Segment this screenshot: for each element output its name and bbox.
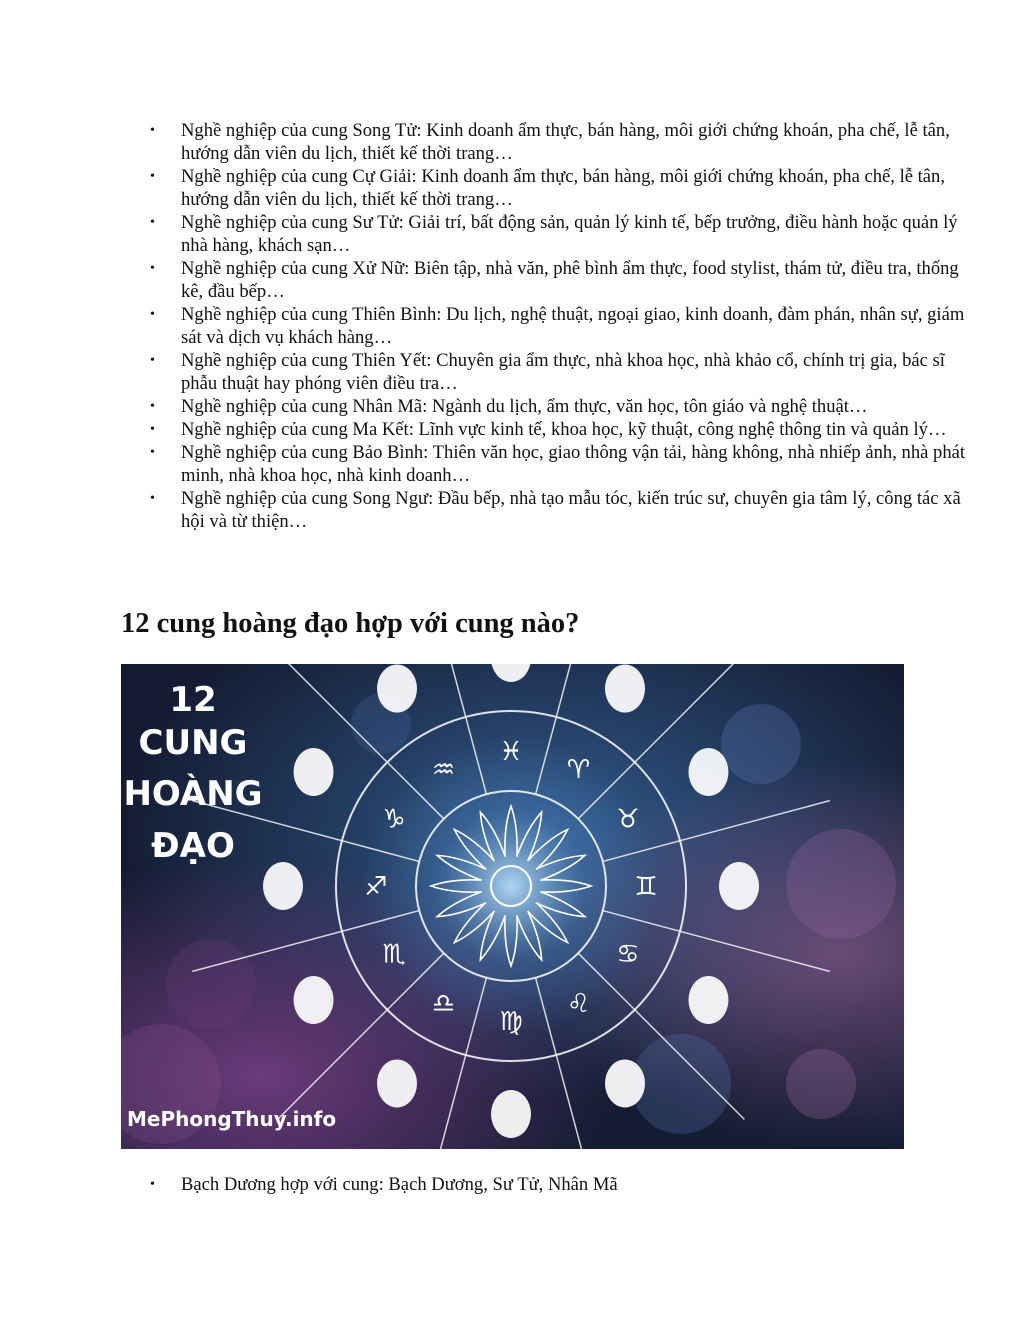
zodiac-symbol: ♐	[364, 872, 388, 902]
image-title-line: 12	[169, 680, 217, 720]
section-heading: 12 cung hoàng đạo hợp với cung nào?	[121, 608, 580, 639]
image-title-line: CUNG	[138, 723, 248, 763]
list-item	[150, 395, 971, 418]
zodiac-symbol: ♏	[382, 939, 406, 970]
list-item	[150, 1173, 971, 1196]
list-item	[150, 441, 971, 487]
constellation-figure	[688, 748, 728, 796]
zodiac-wheel-image	[121, 664, 904, 1149]
list-item-text: Nghề nghiệp của cung Thiên Yết: Chuyên gia ẩm thực, nhà khoa học, nhà khảo cổ, chính trị gia, bác sĩ phẫu thuật hay phóng viên điều tra…	[181, 350, 945, 394]
constellation-figure	[263, 862, 303, 910]
constellation-figure	[377, 665, 417, 713]
list-item	[150, 257, 971, 303]
constellation-figure	[605, 665, 645, 713]
image-title-line: HOÀNG	[123, 774, 263, 814]
bokeh-spot	[786, 829, 896, 939]
list-item-text: Nghề nghiệp của cung Nhân Mã: Ngành du lịch, ẩm thực, văn học, tôn giáo và nghệ thuật…	[181, 396, 868, 417]
zodiac-symbol: ♓	[499, 737, 523, 767]
bokeh-spot	[721, 704, 801, 784]
constellation-figure	[377, 1059, 417, 1107]
list-item	[150, 165, 971, 211]
zodiac-symbol: ♒	[431, 755, 456, 786]
career-list	[121, 119, 971, 533]
list-item	[150, 487, 971, 533]
list-item-text: Nghề nghiệp của cung Xử Nữ: Biên tập, nhà văn, phê bình ẩm thực, food stylist, thám tử, điều tra, thống kê, đầu bếp…	[181, 258, 959, 302]
bokeh-spot	[166, 939, 256, 1029]
bullet: •	[150, 491, 155, 506]
bullet: •	[150, 123, 155, 138]
image-title-line: ĐẠO	[151, 826, 235, 866]
list-item-text: Nghề nghiệp của cung Bảo Bình: Thiên văn học, giao thông vận tải, hàng không, nhà nhiếp ảnh, nhà phát minh, nhà khoa học, nhà kinh doanh…	[181, 442, 966, 486]
bokeh-spot	[631, 1034, 731, 1134]
bullet: •	[150, 261, 155, 276]
zodiac-symbol: ♍	[499, 1007, 523, 1037]
list-item-text: Bạch Dương hợp với cung: Bạch Dương, Sư Tử, Nhân Mã	[181, 1174, 618, 1195]
constellation-figure	[688, 976, 728, 1024]
zodiac-symbol: ♈	[566, 755, 591, 786]
bullet: •	[150, 215, 155, 230]
constellation-figure	[491, 1090, 531, 1138]
bullet: •	[150, 353, 155, 368]
list-item-text: Nghề nghiệp của cung Thiên Bình: Du lịch, nghệ thuật, ngoại giao, kinh doanh, đàm phán, nhân sự, giám sát và dịch vụ khách hàng…	[181, 304, 965, 348]
compatibility-list	[121, 1173, 971, 1196]
bokeh-spot	[786, 1049, 856, 1119]
zodiac-symbol: ♊	[634, 872, 658, 902]
bullet: •	[150, 422, 155, 437]
bullet: •	[150, 307, 155, 322]
bullet: •	[150, 399, 155, 414]
watermark: MePhongThuy.info	[127, 1107, 337, 1131]
constellation-figure	[294, 976, 334, 1024]
list-item	[150, 349, 971, 395]
bullet: •	[150, 1177, 155, 1192]
list-item-text: Nghề nghiệp của cung Sư Tử: Giải trí, bất động sản, quản lý kinh tế, bếp trưởng, điều hành hoặc quản lý nhà hàng, khách sạn…	[181, 212, 958, 256]
zodiac-symbol: ♉	[616, 804, 640, 835]
zodiac-symbol: ♌	[566, 988, 591, 1019]
list-item-text: Nghề nghiệp của cung Ma Kết: Lĩnh vực kinh tế, khoa học, kỹ thuật, công nghệ thông tin và quản lý…	[181, 419, 947, 440]
list-item	[150, 418, 971, 441]
zodiac-wheel-illustration	[121, 664, 904, 1149]
bullet: •	[150, 169, 155, 184]
constellation-figure	[294, 748, 334, 796]
constellation-figure	[605, 1059, 645, 1107]
list-item	[150, 119, 971, 165]
list-item-text: Nghề nghiệp của cung Cự Giải: Kinh doanh ẩm thực, bán hàng, môi giới chứng khoán, pha chế, lễ tân, hướng dẫn viên du lịch, thiết kế thời trang…	[181, 166, 946, 210]
list-item-text: Nghề nghiệp của cung Song Tử: Kinh doanh ẩm thực, bán hàng, môi giới chứng khoán, pha chế, lễ tân, hướng dẫn viên du lịch, thiết kế thời trang…	[181, 120, 950, 164]
constellation-figure	[719, 862, 759, 910]
zodiac-symbol: ♑	[382, 804, 406, 835]
list-item	[150, 211, 971, 257]
zodiac-symbol: ♎	[431, 988, 456, 1019]
zodiac-symbol: ♋	[616, 939, 640, 970]
list-item	[150, 303, 971, 349]
list-item-text: Nghề nghiệp của cung Song Ngư: Đầu bếp, nhà tạo mẫu tóc, kiến trúc sư, chuyên gia tâm lý, công tác xã hội và từ thiện…	[181, 488, 961, 532]
bullet: •	[150, 445, 155, 460]
